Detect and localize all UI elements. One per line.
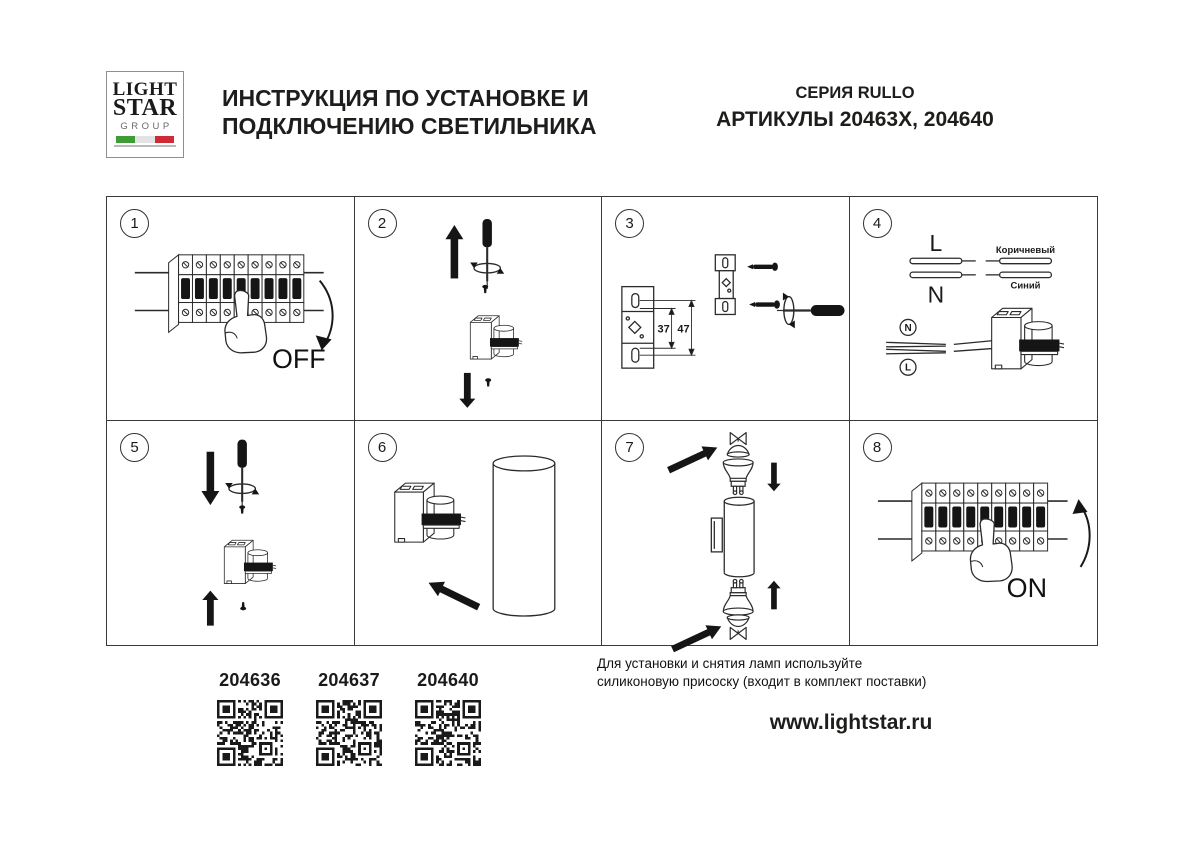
flag-underline (114, 145, 176, 147)
article-item (316, 670, 382, 766)
qr-code (217, 700, 283, 766)
step-panel-6 (355, 421, 603, 645)
flag-green (116, 136, 135, 143)
gu10-lamp-icon (723, 579, 753, 615)
note-line-2: силиконовую присоску (входит в комплект поставки) (597, 674, 927, 689)
on-label: ON (1006, 572, 1047, 603)
brown-wire-name: Коричневый (995, 244, 1055, 256)
series-name: СЕРИЯ RULLO (795, 84, 915, 102)
article-qr-row (217, 670, 481, 766)
screwdriver-icon (777, 293, 845, 329)
live-mark: L (904, 362, 911, 374)
article-item (217, 670, 283, 766)
lamp-base-icon (991, 308, 1063, 368)
lamp-base-icon (224, 540, 276, 583)
suction-cup-note (597, 655, 926, 691)
articles-line: АРТИКУЛЫ 20463X, 204640 (716, 108, 994, 131)
suction-cup-icon (727, 433, 749, 457)
step-number-badge: 8 (863, 433, 892, 462)
dim-47-label: 47 (677, 323, 690, 336)
logo-text-group: GROUP (120, 121, 173, 132)
suction-cup-icon (727, 615, 749, 639)
step-panel-8 (850, 421, 1098, 645)
blue-wire-name: Синий (1010, 280, 1040, 292)
screwdriver-icon (225, 440, 259, 510)
title-line-1: ИНСТРУКЦИЯ ПО УСТАНОВКЕ И (222, 85, 589, 111)
lamp-base-icon (470, 316, 522, 359)
neutral-wire-label: N (927, 281, 944, 308)
step-number-badge: 4 (863, 209, 892, 238)
article-code: 204636 (219, 670, 281, 690)
step-panel-7 (602, 421, 850, 645)
mounting-screws-icon (747, 263, 780, 309)
title-line-2: ПОДКЛЮЧЕНИЮ СВЕТИЛЬНИКА (222, 113, 597, 139)
step-number-badge: 2 (368, 209, 397, 238)
step-panel-5 (107, 421, 355, 645)
step-number-badge: 6 (368, 433, 397, 462)
logo-text-star: STAR (112, 95, 178, 121)
series-block (700, 84, 1010, 132)
live-wire-label: L (929, 229, 942, 256)
logo-text-light: LIGHT (112, 79, 178, 100)
flag-red (155, 136, 174, 143)
article-code: 204640 (417, 670, 479, 690)
off-label: OFF (271, 344, 326, 375)
italian-flag-bar (116, 136, 174, 143)
website-url: www.lightstar.ru (769, 711, 933, 734)
qr-code (316, 700, 382, 766)
lightstar-logo (106, 71, 184, 158)
step-number-badge: 1 (120, 209, 149, 238)
lamp-base-icon (394, 483, 465, 542)
gu10-lamp-icon (723, 459, 753, 495)
flag-white (135, 136, 154, 143)
cylinder-shade-icon (493, 456, 555, 616)
step-panel-4 (850, 197, 1098, 421)
note-line-1: Для установки и снятия ламп используйте (597, 656, 863, 671)
page-title (222, 84, 596, 140)
qr-code (415, 700, 481, 766)
step-panel-3 (602, 197, 850, 421)
article-code: 204637 (318, 670, 380, 690)
neutral-mark: N (903, 322, 912, 334)
step-panel-1 (107, 197, 355, 421)
dim-37-label: 37 (657, 323, 670, 336)
step-number-badge: 7 (615, 433, 644, 462)
step-number-badge: 3 (615, 209, 644, 238)
step-panel-2 (355, 197, 603, 421)
screwdriver-icon (470, 219, 504, 289)
article-item (415, 670, 481, 766)
step-number-badge: 5 (120, 433, 149, 462)
cylinder-shade-icon (711, 497, 754, 577)
steps-grid (106, 196, 1098, 646)
